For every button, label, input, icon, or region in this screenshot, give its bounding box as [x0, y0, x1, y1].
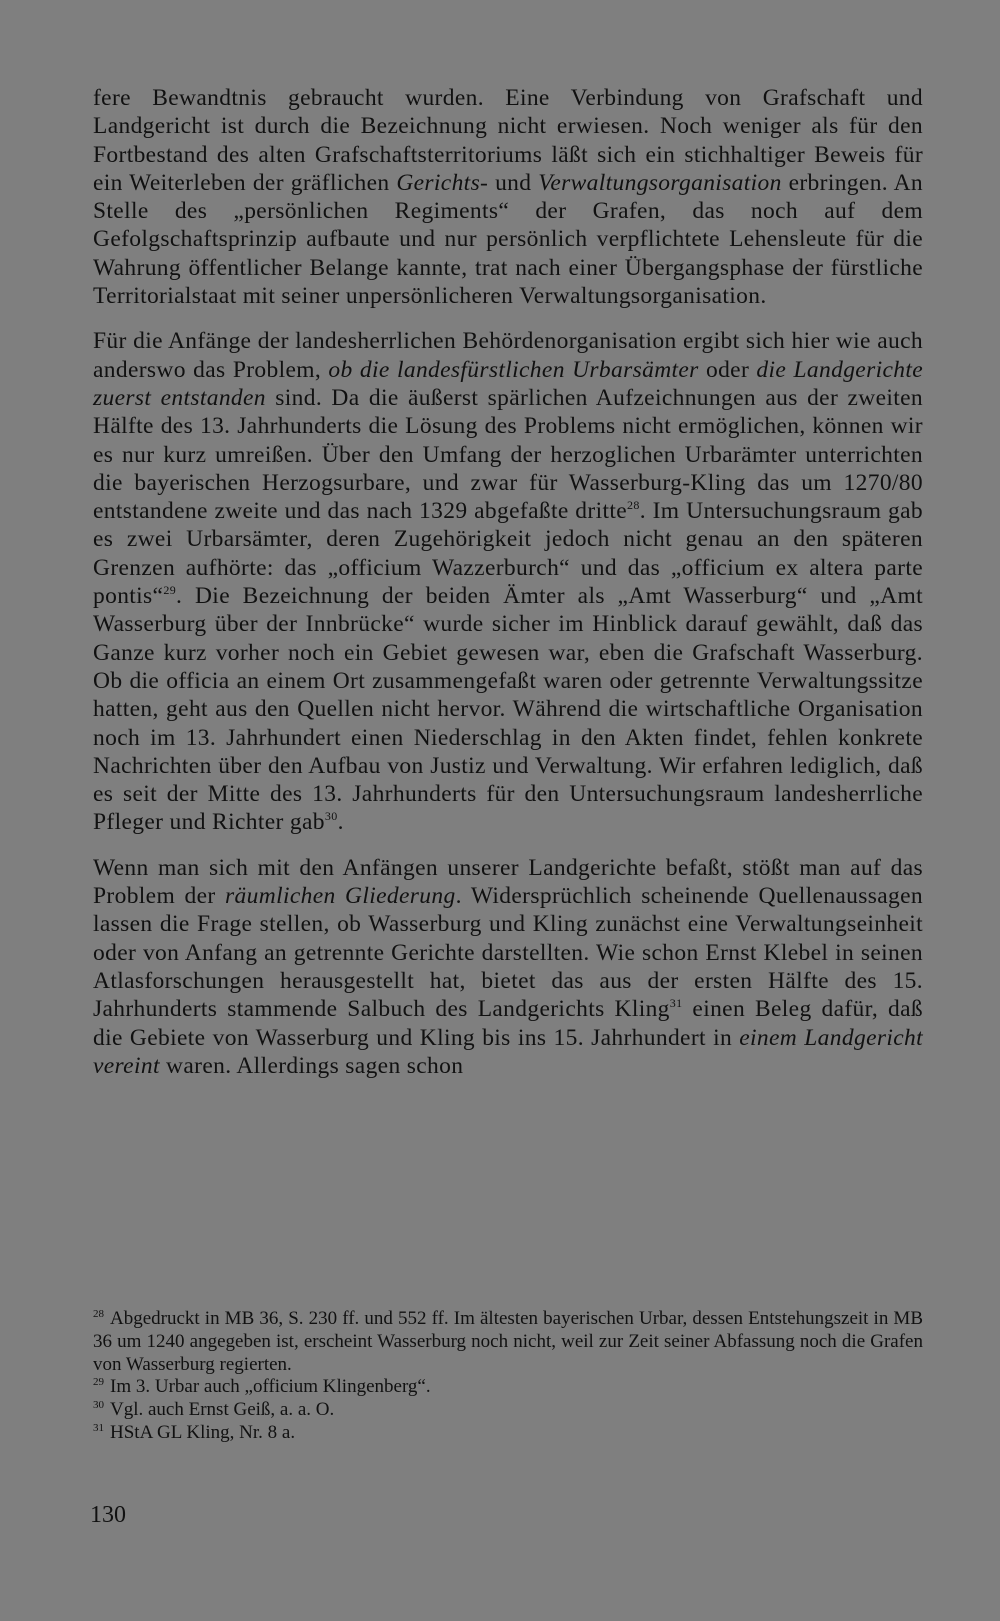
footnote-reference: 28	[627, 498, 640, 513]
footnote-text: HStA GL Kling, Nr. 8 a.	[110, 1421, 296, 1443]
main-text	[93, 84, 923, 1080]
text-run: . Widersprüchlich scheinende Quellenaussagen lassen die Frage stellen, ob Wasserburg und Kling zunächst eine Verwaltungseinheit oder von Anfang an getrennte Gerichte darstellten. Wie schon Ernst Klebel in seinen Atlasforschungen herausgestellt hat, bietet das aus der ersten Hälfte des 15. Jahrhunderts stammende Salbuch des Landgerichts Kling	[93, 883, 924, 1023]
emphasis-text: die Landgerichte zuerst entstanden	[93, 356, 923, 411]
emphasis-text: einem Landgericht vereint	[93, 1024, 923, 1079]
footnote-text: Im 3. Urbar auch „officium Klingenberg“.	[110, 1376, 431, 1398]
text-run: .	[337, 809, 344, 836]
footnote-number: 28	[93, 1307, 104, 1320]
text-run: einen Beleg dafür, daß die Gebiete von Wasserburg und Kling bis ins 15. Jahrhundert in	[93, 996, 923, 1051]
text-run: sind. Da die äußerst spärlichen Aufzeichnungen aus der zweiten Hälfte des 13. Jahrhunderts die Lösung des Problems nicht ermöglichen, können wir es nur kurz umreißen. Über den Umfang der herzoglichen Urbarämter unterrichten die bayerischen Herzogsurbare, und zwar für Wasserburg-Kling das um 1270/80 entstandene zweite und das nach 1329 abgefaßte dritte	[93, 384, 923, 525]
footnote-number: 31	[93, 1421, 104, 1434]
footnote-reference: 30	[324, 809, 338, 824]
text-run: fere Bewandtnis gebraucht wurden. Eine Verbindung von Grafschaft und Landgericht ist durch die Bezeichnung nicht erwiesen. Noch weniger als für den Fortbestand des alten Grafschaftsterritoriums läßt sich ein stichhaltiger Beweis für ein Weiterleben der gräflichen	[93, 85, 923, 196]
text-run: und	[488, 169, 539, 196]
footnotes	[93, 1308, 923, 1445]
text-run: erbringen. An Stelle des „persönlichen Regiments“ der Grafen, das noch auf dem Gefolgschaftsprinzip aufbaute und nur persönlich verpflichtete Lehensleute für die Wahrung öffentlicher Belange kannte, trat nach einer Übergangsphase der fürstliche Territorialstaat mit seiner unpersönlicheren Verwaltungsorganisation.	[93, 169, 923, 310]
footnote-text: Vgl. auch Ernst Geiß, a. a. O.	[110, 1399, 335, 1421]
emphasis-text: Gerichts-	[396, 169, 489, 196]
footnote-29	[93, 1376, 923, 1399]
text-run: waren. Allerdings sagen schon	[159, 1052, 464, 1079]
footnote-number: 29	[93, 1376, 104, 1389]
emphasis-text: räumlichen Gliederung	[225, 883, 456, 910]
text-run: . Im Untersuchungsraum gab es zwei Urbarsämter, deren Zugehörigkeit jedoch nicht genau an den späteren Grenzen aufhörte: das „officium Wazzerburch“ und das „officium ex altera parte pontis“	[93, 498, 923, 610]
emphasis-text: Verwaltungsorganisation	[538, 169, 782, 196]
text-run: Wenn man sich mit den Anfängen unserer Landgerichte befaßt, stößt man auf das Problem der	[93, 854, 923, 910]
text-run: Für die Anfänge der landesherrlichen Behördenorganisation ergibt sich hier wie auch anderswo das Problem,	[93, 328, 923, 383]
emphasis-text: ob die landesfürstlichen Urbarsämter	[328, 356, 699, 383]
footnote-number: 30	[93, 1398, 104, 1411]
paragraph-1	[93, 84, 923, 310]
footnote-30	[93, 1399, 923, 1422]
footnote-reference: 29	[163, 583, 177, 598]
paragraph-3	[93, 854, 923, 1080]
footnote-text: Abgedruckt in MB 36, S. 230 ff. und 552 ff. Im ältesten bayerischen Urbar, dessen Entstehungszeit in MB 36 um 1240 angegeben ist, erscheint Wasserburg noch nicht, weil zur Zeit seiner Abfassung noch die Grafen von Wasserburg regierten.	[93, 1308, 923, 1375]
paragraph-2	[93, 327, 923, 836]
text-run: . Die Bezeichnung der beiden Ämter als „Amt Wasserburg“ und „Amt Wasserburg über der Innbrücke“ wurde sicher im Hinblick darauf gewählt, daß das Ganze kurz vorher noch ein Gebiet gewesen war, eben die Grafschaft Wasserburg. Ob die officia an einem Ort zusammengefaßt waren oder getrennte Verwaltungssitze hatten, geht aus den Quellen nicht hervor. Während die wirtschaftliche Organisation noch im 13. Jahrhundert einen Niederschlag in den Akten findet, fehlen konkrete Nachrichten über den Aufbau von Justiz und Verwaltung. Wir erfahren lediglich, daß es seit der Mitte des 13. Jahrhunderts für den Untersuchungsraum landesherrliche Pfleger und Richter gab	[93, 583, 923, 836]
footnote-31	[93, 1422, 923, 1445]
footnote-28	[93, 1308, 923, 1376]
page-number: 130	[90, 1502, 126, 1528]
text-run: oder	[698, 356, 757, 383]
footnote-reference: 31	[669, 996, 683, 1011]
